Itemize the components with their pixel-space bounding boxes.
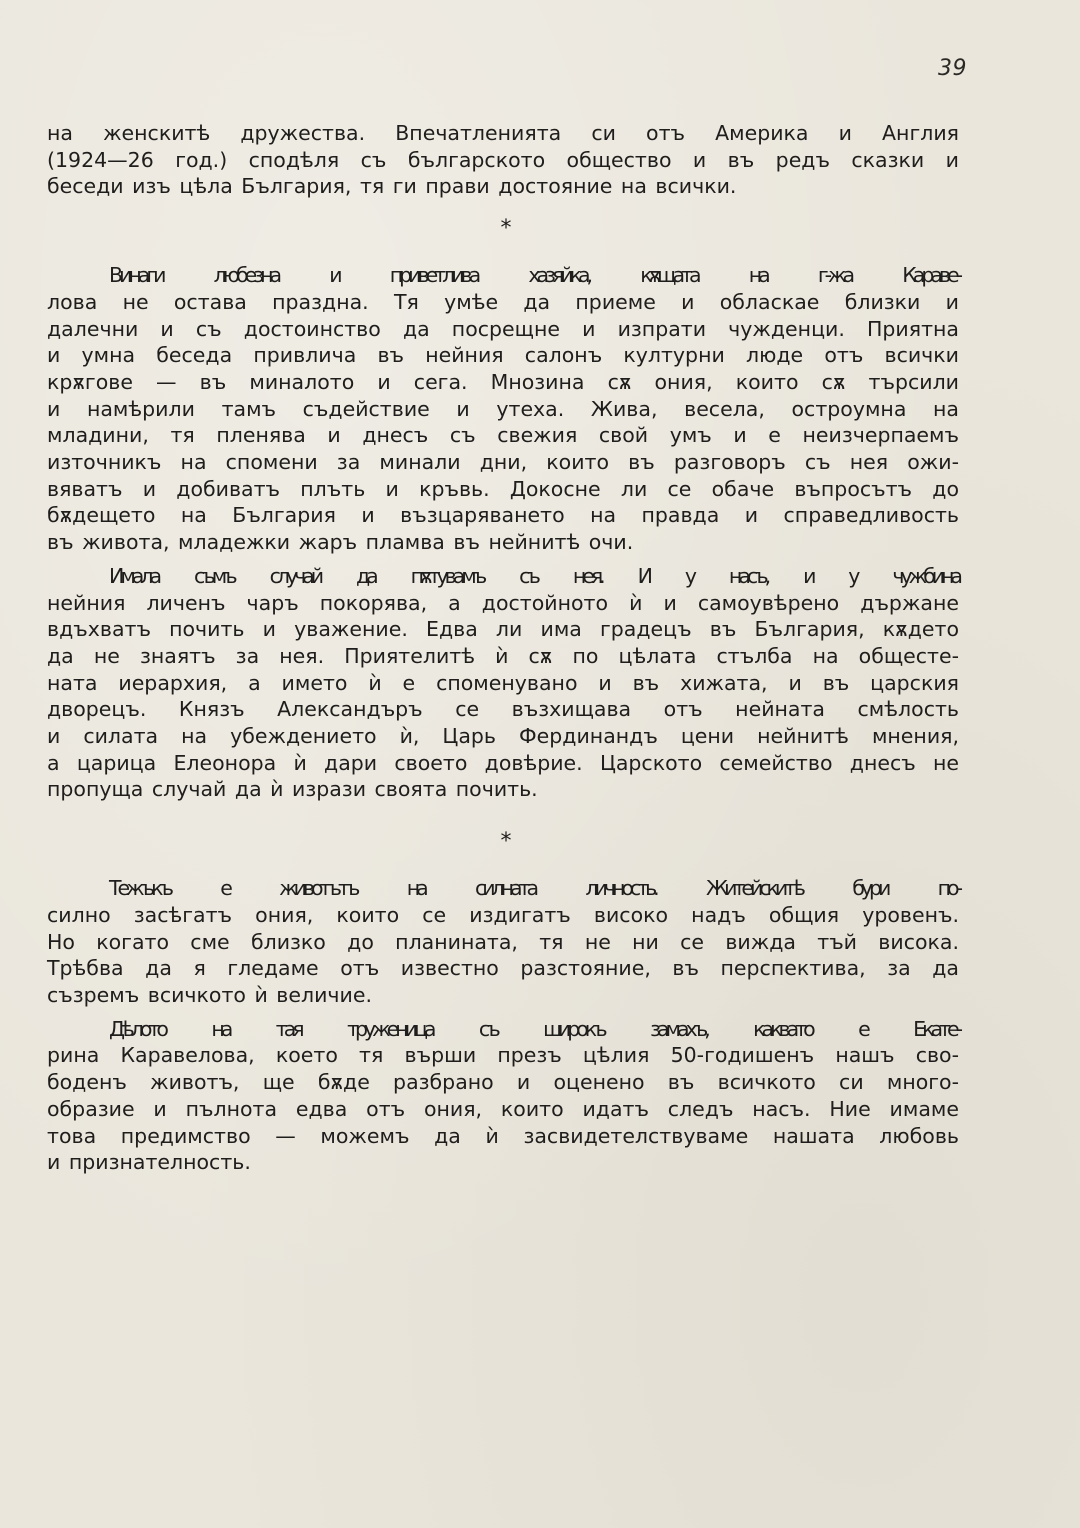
- text-line: това предимство — можемъ да ѝ засвидетелствуваме нашата любовь: [47, 1123, 959, 1148]
- text-line: Тежъкъ е животътъ на силната личность. Житейскитѣ бури по-: [109, 876, 959, 901]
- section-separator: *: [500, 829, 512, 855]
- text-line: и силата на убеждението ѝ, Царь Фердинандъ цени нейнитѣ мнения,: [47, 724, 959, 749]
- text-line: нейния личенъ чаръ покорява, а достойното ѝ и самоувѣрено държане: [47, 590, 959, 615]
- text-line: и намѣрили тамъ съдействие и утеха. Жива, весела, остроумна на: [47, 396, 959, 421]
- text-line: Винаги любезна и приветлива хазяйка, кѫщата на г-жа Караве-: [109, 263, 959, 288]
- text-line: и признателность.: [47, 1150, 251, 1175]
- text-line: да не знаятъ за нея. Приятелитѣ ѝ сѫ по цѣлата стълба на общесте-: [47, 643, 959, 668]
- text-line: съзремъ всичкото ѝ величие.: [47, 982, 372, 1007]
- text-line: боденъ животъ, ще бѫде разбрано и оценено въ всичкото си много-: [47, 1070, 959, 1095]
- text-line: пропуща случай да ѝ изрази своята почить.: [47, 777, 538, 802]
- text-line: крѫгове — въ миналото и сега. Мнозина сѫ ония, които сѫ търсили: [47, 369, 959, 394]
- body-text: [47, 120, 959, 1176]
- text-line: силно засѣгатъ ония, които се издигатъ високо надъ общия уровенъ.: [47, 902, 959, 927]
- text-line: далечни и съ достоинство да посрещне и изпрати чужденци. Приятна: [47, 316, 959, 341]
- text-line: ната иерархия, а името ѝ е споменувано и въ хижата, и въ царския: [47, 670, 959, 695]
- text-line: Имала съмъ случай да пѫтувамъ съ нея. И у насъ, и у чужбина: [109, 563, 959, 588]
- text-line: дворецъ. Князъ Александъръ се възхищава отъ нейната смѣлость: [47, 697, 959, 722]
- text-line: Но когато сме близко до планината, тя не ни се вижда тъй висока.: [47, 929, 959, 954]
- paragraph-continuation: [47, 120, 959, 200]
- text-line: източникъ на спомени за минали дни, които въ разговоръ съ нея ожи-: [47, 450, 959, 475]
- text-line: лова не остава праздна. Тя умѣе да приеме и обласкае близки и: [47, 289, 959, 314]
- text-line: а царица Елеонора ѝ дари своето довѣрие. Царското семейство днесъ не: [47, 750, 959, 775]
- text-line: бѫдещето на България и възцаряването на правда и справедливость: [47, 503, 959, 528]
- text-line: Трѣбва да я гледаме отъ известно разстояние, въ перспектива, за да: [47, 956, 959, 981]
- paragraph-hostess: [47, 262, 959, 556]
- page-number: 39: [938, 56, 967, 81]
- text-line: вдъхватъ почить и уважение. Едва ли има градецъ въ България, кѫдето: [47, 617, 959, 642]
- paragraph-personality: [47, 875, 959, 1009]
- text-line: младини, тя пленява и днесъ съ свежия свой умъ и е неизчерпаемъ: [47, 423, 959, 448]
- paragraph-travels: [47, 563, 959, 803]
- text-line: рина Каравелова, което тя върши презъ цѣлия 50-годишенъ нашъ сво-: [47, 1043, 959, 1068]
- text-line: на женскитѣ дружества. Впечатленията си отъ Америка и Англия: [47, 121, 959, 145]
- text-line: вяватъ и добиватъ плъть и кръвь. Докосне ли се обаче въпросътъ до: [47, 476, 959, 501]
- text-line: въ живота, младежки жаръ пламва въ нейнитѣ очи.: [47, 530, 634, 555]
- text-line: (1924—26 год.) сподѣля съ българското общество и въ редъ сказки и: [47, 147, 959, 172]
- section-separator: *: [500, 216, 512, 242]
- paragraph-legacy: [47, 1016, 959, 1176]
- text-line: Дѣлото на тая труженица съ широкъ замахъ, каквато е Екате-: [109, 1016, 959, 1041]
- text-line: и умна беседа привлича въ нейния салонъ културни люде отъ всички: [47, 343, 959, 368]
- text-line: образие и пълнота едва отъ ония, които идатъ следъ насъ. Ние имаме: [47, 1096, 959, 1121]
- text-line: беседи изъ цѣла България, тя ги прави достояние на всички.: [47, 174, 737, 199]
